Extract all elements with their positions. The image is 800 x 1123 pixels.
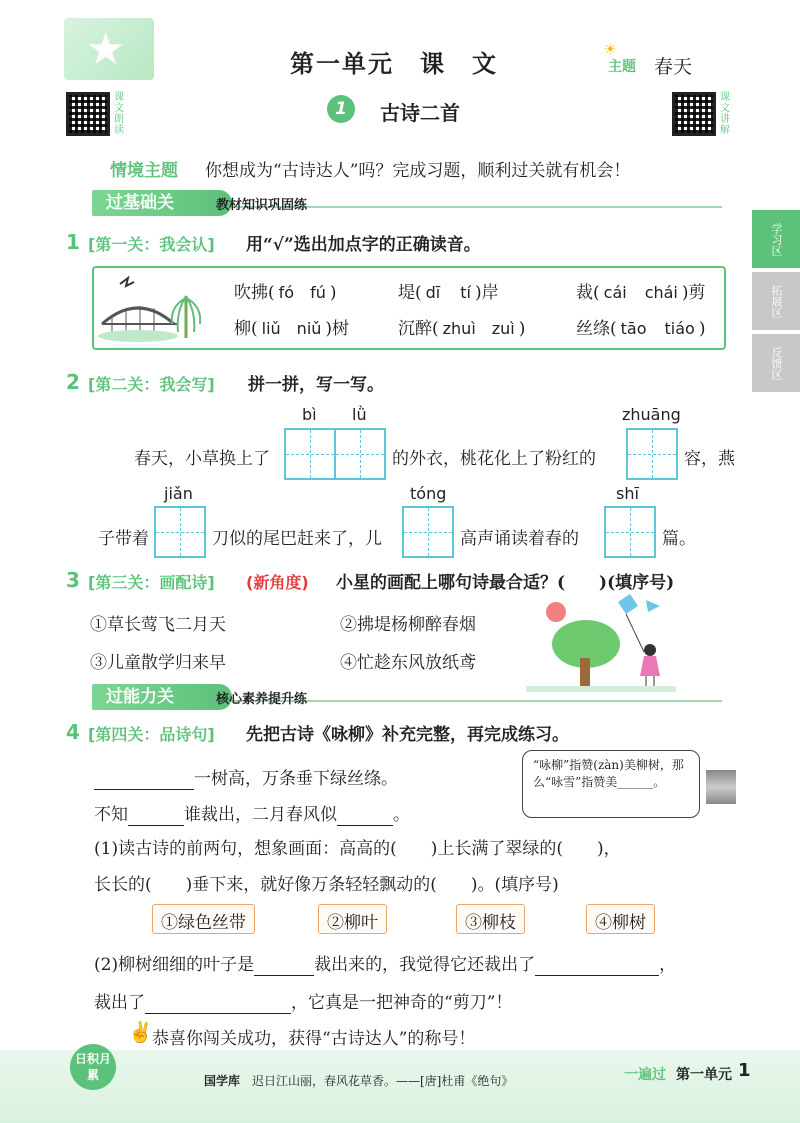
q1-word: ) — [329, 283, 337, 303]
q4-sub2-a: (2)柳树细细的叶子是 — [94, 955, 255, 975]
qr-caption-right: 课文讲解 — [720, 92, 730, 136]
q1-word: )树 — [325, 319, 350, 339]
q2-line2c: 高声诵读着春的 — [460, 529, 579, 549]
writing-box-lu[interactable] — [334, 428, 386, 480]
q1-row2-item1 — [234, 314, 349, 339]
victory-hand-icon: ✌ — [128, 1020, 153, 1044]
q2-tag: [第二关：我会写] — [88, 375, 215, 394]
q2-number: 2 — [66, 370, 80, 394]
q1-option[interactable]: cái — [603, 283, 627, 302]
q1-option[interactable]: niǔ — [296, 319, 322, 338]
theme-label: 主题 — [608, 59, 636, 75]
q4-sub2-line2 — [94, 988, 512, 1014]
q1-option[interactable]: dī — [425, 283, 441, 302]
qr-caption-left: 课文朗读 — [114, 92, 124, 136]
q1-option[interactable]: chái — [644, 283, 678, 302]
q1-word: 丝绦( — [576, 319, 617, 339]
q1-option[interactable]: zhuì — [442, 319, 476, 338]
q2-line1b: 的外衣，桃花化上了粉红的 — [392, 449, 596, 469]
q3-number: 3 — [66, 568, 80, 592]
hint-bubble: “咏柳”指赞(zàn)美柳树，那么“咏雪”指赞美______。 — [522, 750, 700, 818]
q1-option[interactable]: fó — [278, 283, 295, 302]
q1-word: )岸 — [474, 283, 499, 303]
footer-brand: 一遍过 — [624, 1067, 666, 1083]
theme-value: 春天 — [654, 56, 693, 78]
q1-word: 堤( — [398, 283, 422, 303]
writing-box-zhuang[interactable] — [626, 428, 678, 480]
section-subtitle-ability: 核心素养提升练 — [216, 692, 308, 707]
header-decoration — [64, 18, 154, 80]
poem-line2-a: 不知 — [94, 805, 128, 825]
q2-line2b: 刀似的尾巴赶来了，儿 — [212, 529, 382, 549]
sub2-blank-3[interactable] — [145, 993, 291, 1014]
q2-line1a: 春天，小草换上了 — [134, 449, 270, 469]
q1-row1-item2 — [398, 278, 499, 303]
unit-title: 第一单元 课 文 — [290, 49, 498, 78]
q1-option[interactable]: fú — [310, 283, 326, 302]
sun-icon: ☀ — [604, 42, 617, 58]
q3-option-2[interactable]: ②拂堤杨柳醉春烟 — [340, 615, 476, 635]
writing-box-tong[interactable] — [402, 506, 454, 558]
poem-line1-text: 一树高，万条垂下绿丝绦。 — [194, 769, 398, 789]
q1-word: 沉醉( — [398, 319, 439, 339]
q1-row2-item3 — [576, 314, 705, 339]
footer-unit: 第一单元 — [676, 1067, 732, 1083]
q1-option[interactable]: liǔ — [261, 319, 281, 338]
q4-sub2-c: ， — [659, 955, 677, 975]
poem-blank-3[interactable] — [337, 805, 393, 826]
poem-line2-b: 谁裁出，二月春风似 — [184, 805, 337, 825]
q1-option[interactable]: tāo — [620, 319, 647, 338]
q3-text: 小星的画配上哪句诗最合适？( )(填序号) — [336, 573, 675, 593]
poem-line-2 — [94, 800, 410, 826]
q3-option-1[interactable]: ①草长莺飞二月天 — [90, 615, 226, 635]
q1-tag: [第一关：我会认] — [88, 235, 215, 254]
q1-word: ) — [518, 319, 526, 339]
q1-word: 裁( — [576, 283, 600, 303]
q4-sub2-d: 裁出了 — [94, 993, 145, 1013]
poem-line-1 — [94, 764, 398, 790]
congrats-text: 恭喜你闯关成功，获得“古诗达人”的称号！ — [152, 1029, 476, 1049]
q3-option-4[interactable]: ④忙趁东风放纸鸢 — [340, 653, 476, 673]
pinyin-jian: jiǎn — [164, 484, 193, 503]
q4-tag: [第四关：品诗句] — [88, 725, 215, 744]
q1-row2-item2 — [398, 314, 525, 339]
q4-number: 4 — [66, 720, 80, 744]
q2-text: 拼一拼，写一写。 — [248, 375, 384, 395]
sub2-blank-1[interactable] — [254, 955, 314, 976]
star-icon: ★ — [86, 24, 126, 75]
q4-text: 先把古诗《咏柳》补充完整，再完成练习。 — [246, 725, 569, 745]
pinyin-bi: bì — [302, 405, 317, 424]
pinyin-shi: shī — [616, 484, 639, 503]
lesson-number: 1 — [327, 95, 355, 123]
q1-number: 1 — [66, 230, 80, 254]
q1-word: 柳( — [234, 319, 258, 339]
q1-text: 用“√”选出加点字的正确读音。 — [246, 235, 481, 255]
footer-label: 国学库 — [204, 1074, 241, 1088]
choice-willow-tree[interactable]: ④柳树 — [586, 904, 655, 934]
q1-word: )剪 — [681, 283, 706, 303]
scene-label: 情境主题 — [110, 161, 178, 181]
q1-word: ) — [698, 319, 706, 339]
side-tab-feedback[interactable]: 反馈区 — [752, 334, 800, 392]
choice-green-ribbon[interactable]: ①绿色丝带 — [152, 904, 255, 934]
q2-line2d: 篇。 — [662, 529, 696, 549]
writing-box-jian[interactable] — [154, 506, 206, 558]
section-subtitle-basic: 教材知识巩固练 — [216, 198, 308, 213]
scene-text: 你想成为“古诗达人”吗？完成习题，顺利过关就有机会！ — [205, 161, 631, 181]
q4-sub2-line1 — [94, 950, 676, 976]
q1-option[interactable]: tí — [460, 283, 471, 302]
q1-row1-item3 — [576, 278, 706, 303]
q1-option[interactable]: zuì — [491, 319, 515, 338]
q2-line1c: 容，燕 — [684, 449, 735, 469]
poem-blank-2[interactable] — [128, 805, 184, 826]
character-figure — [706, 770, 736, 804]
lesson-title: 古诗二首 — [380, 101, 460, 125]
choice-willow-leaf[interactable]: ②柳叶 — [318, 904, 387, 934]
kite-tree-illustration — [526, 592, 676, 692]
section-tag-ability: 过能力关 — [92, 684, 232, 710]
side-tab-extend[interactable]: 拓展区 — [752, 272, 800, 330]
poem-blank-1[interactable] — [94, 769, 194, 790]
q1-row1-item1 — [234, 278, 336, 303]
side-tab-study[interactable]: 学习区 — [752, 210, 800, 268]
q3-tag: [第三关：画配诗] — [88, 573, 215, 592]
q2-line2a: 子带着 — [98, 529, 149, 549]
q4-sub2-e: ，它真是一把神奇的“剪刀”！ — [291, 993, 513, 1013]
choice-willow-branch[interactable]: ③柳枝 — [456, 904, 525, 934]
section-tag-basic: 过基础关 — [92, 190, 232, 216]
q3-new-angle: (新角度) — [246, 573, 309, 592]
q3-option-3[interactable]: ③儿童散学归来早 — [90, 653, 226, 673]
footer-quote: 迟日江山丽，春风花草香。——[唐]杜甫《绝句》 — [252, 1074, 514, 1088]
footer-logo: 日积月累 — [70, 1044, 116, 1090]
page-number: 1 — [738, 1060, 751, 1081]
sub2-blank-2[interactable] — [535, 955, 659, 976]
qr-code-right[interactable] — [672, 92, 716, 136]
bridge-illustration — [98, 272, 208, 344]
pinyin-zhuang: zhuāng — [622, 405, 681, 424]
q4-sub1-b: 长长的( )垂下来，就好像万条轻轻飘动的( )。(填序号) — [94, 875, 559, 895]
writing-box-shi[interactable] — [604, 506, 656, 558]
poem-line2-c: 。 — [393, 805, 410, 825]
q4-sub1-a: (1)读古诗的前两句，想象画面：高高的( )上长满了翠绿的( )， — [94, 839, 621, 859]
writing-box-bi[interactable] — [284, 428, 336, 480]
pinyin-lu: lǜ — [352, 405, 367, 424]
q1-word: 吹拂( — [234, 283, 275, 303]
q4-sub2-b: 裁出来的，我觉得它还裁出了 — [314, 955, 536, 975]
qr-code-left[interactable] — [66, 92, 110, 136]
q1-option[interactable]: tiáo — [664, 319, 695, 338]
pinyin-tong: tóng — [410, 484, 447, 503]
